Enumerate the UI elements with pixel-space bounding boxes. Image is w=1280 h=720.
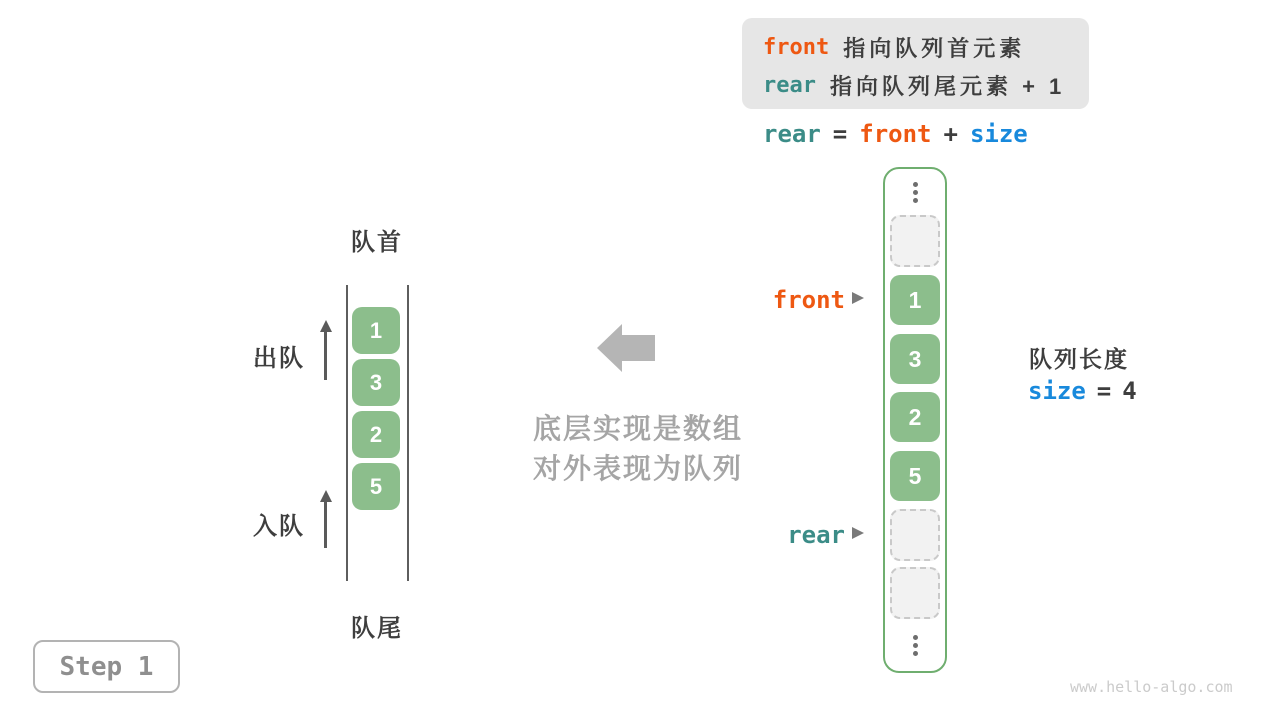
formula-rear: rear — [763, 120, 821, 148]
array-container — [883, 167, 947, 673]
ellipsis-dots-icon — [890, 635, 940, 656]
array-cell: 3 — [890, 334, 940, 384]
rear-pointer-label: rear — [787, 521, 845, 549]
queue-length-label: 队列长度 — [1029, 346, 1129, 372]
array-cell: 1 — [890, 275, 940, 325]
size-value-line — [1028, 377, 1137, 405]
middle-caption-line2: 对外表现为队列 — [532, 453, 743, 484]
step-badge: Step 1 — [33, 640, 180, 693]
array-cell: 2 — [890, 392, 940, 442]
queue-cell: 1 — [352, 307, 400, 354]
array-cell: 5 — [890, 451, 940, 501]
rear-description: 指向队列尾元素 + 1 — [829, 73, 1066, 99]
enqueue-arrow-icon — [319, 490, 332, 548]
rear-keyword: rear — [763, 72, 816, 98]
formula-front: front — [859, 120, 932, 148]
watermark: www.hello-algo.com — [1070, 678, 1233, 696]
queue-wall-right — [407, 285, 409, 581]
queue-cell: 3 — [352, 359, 400, 406]
front-pointer-arrow-icon — [852, 292, 864, 304]
queue-rear-label: 队尾 — [351, 615, 403, 642]
plus-sign: + — [943, 120, 958, 148]
queue-wall-left — [346, 285, 348, 581]
left-block-arrow-icon — [597, 322, 655, 374]
formula — [763, 120, 1028, 148]
front-keyword: front — [763, 34, 830, 60]
middle-caption-line1: 底层实现是数组 — [532, 413, 743, 444]
dequeue-arrow-icon — [319, 320, 332, 380]
middle-caption — [512, 409, 764, 489]
size-value: 4 — [1122, 377, 1137, 405]
queue-cell: 5 — [352, 463, 400, 510]
formula-size: size — [969, 120, 1028, 148]
size-keyword: size — [1028, 377, 1086, 405]
queue-cell: 2 — [352, 411, 400, 458]
legend-line-rear — [763, 66, 1089, 104]
front-pointer-label: front — [772, 286, 845, 314]
equals-sign: = — [832, 120, 848, 148]
ellipsis-dots-icon — [890, 182, 940, 203]
dequeue-label: 出队 — [253, 345, 305, 372]
legend-line-front — [763, 28, 1089, 66]
rear-pointer-arrow-icon — [852, 527, 864, 539]
array-empty-cell — [890, 509, 940, 561]
array-empty-cell — [890, 215, 940, 267]
enqueue-label: 入队 — [253, 513, 305, 540]
front-description: 指向队列首元素 — [843, 35, 1026, 61]
queue-front-label: 队首 — [351, 229, 403, 256]
size-equals-sign: = — [1096, 377, 1112, 405]
array-empty-cell — [890, 567, 940, 619]
legend-box — [742, 18, 1089, 109]
